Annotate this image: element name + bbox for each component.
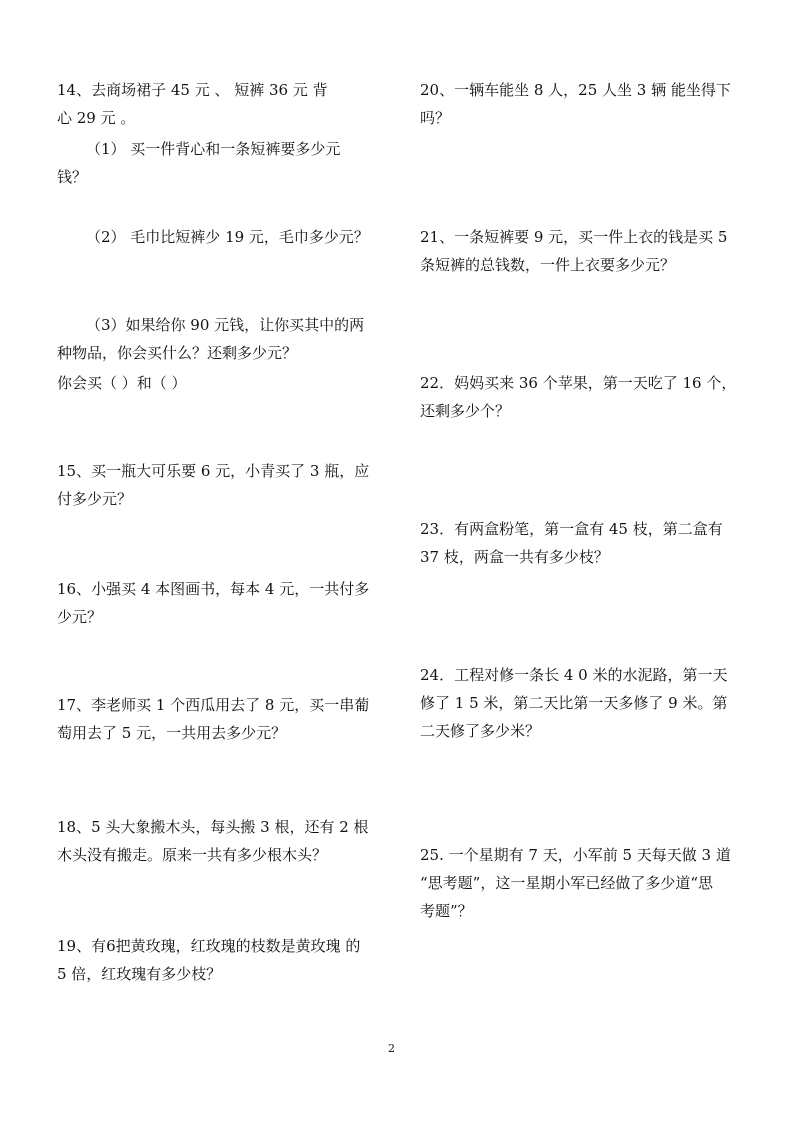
q24-line-1: 24．工程对修一条长 4 0 米的水泥路，第一天 xyxy=(420,666,728,684)
q21-line-1: 21、一条短裤要 9 元，买一件上衣的钱是买 5 xyxy=(420,228,728,246)
q14-line-2: 心 29 元 。 xyxy=(57,109,136,127)
q14-part-1-line-1: （1） 买一件背心和一条短裤要多少元 xyxy=(86,140,341,158)
q19-line-1: 19、有6把黄玫瑰，红玫瑰的枝数是黄玫瑰 的 xyxy=(57,937,361,955)
q18-line-1: 18、5 头大象搬木头，每头搬 3 根，还有 2 根 xyxy=(57,818,369,836)
q20-line-1: 20、一辆车能坐 8 人，25 人坐 3 辆 能坐得下 xyxy=(420,81,731,99)
q22-line-1: 22．妈妈买来 36 个苹果，第一天吃了 16 个， xyxy=(420,374,737,392)
page-number: 2 xyxy=(388,1042,395,1055)
q14-part-3-line-1: （3）如果给你 90 元钱，让你买其中的两 xyxy=(86,316,365,334)
q20-line-2: 吗？ xyxy=(420,109,451,127)
q14-part-3-line-2: 种物品，你会买什么？还剩多少元？ xyxy=(57,344,298,362)
q24-line-2: 修了 1 5 米，第二天比第一天多修了 9 米。第 xyxy=(420,694,728,712)
q14-part-2: （2） 毛巾比短裤少 19 元，毛巾多少元？ xyxy=(86,228,369,246)
q17-line-2: 萄用去了 5 元，一共用去多少元？ xyxy=(57,724,287,742)
q16-line-2: 少元？ xyxy=(57,608,103,626)
q21-line-2: 条短裤的总钱数，一件上衣要多少元？ xyxy=(420,256,676,274)
q25-line-1: 25. 一个星期有 7 天，小军前 5 天每天做 3 道 xyxy=(420,846,731,864)
q14-line-1: 14、去商场裙子 45 元 、 短裤 36 元 背 xyxy=(57,81,328,99)
q14-part-1-line-2: 钱？ xyxy=(57,168,88,186)
q15-line-1: 15、买一瓶大可乐要 6 元，小青买了 3 瓶，应 xyxy=(57,462,370,480)
q24-line-3: 二天修了多少米？ xyxy=(420,722,541,740)
q22-line-2: 还剩多少个？ xyxy=(420,402,511,420)
q15-line-2: 付多少元？ xyxy=(57,490,133,508)
q25-line-3: 考题”？ xyxy=(420,902,473,920)
q23-line-1: 23．有两盒粉笔，第一盒有 45 枝，第二盒有 xyxy=(420,520,723,538)
q14-answer-line: 你会买（ ）和（ ） xyxy=(57,374,187,392)
q23-line-2: 37 枝，两盒一共有多少枝？ xyxy=(420,548,609,566)
q19-line-2: 5 倍，红玫瑰有多少枝？ xyxy=(57,965,222,983)
q17-line-1: 17、李老师买 1 个西瓜用去了 8 元，买一串葡 xyxy=(57,696,370,714)
q18-line-2: 木头没有搬走。原来一共有多少根木头？ xyxy=(57,846,328,864)
q25-line-2: “思考题”，这一星期小军已经做了多少道“思 xyxy=(420,874,714,892)
q16-line-1: 16、小强买 4 本图画书，每本 4 元，一共付多 xyxy=(57,580,370,598)
